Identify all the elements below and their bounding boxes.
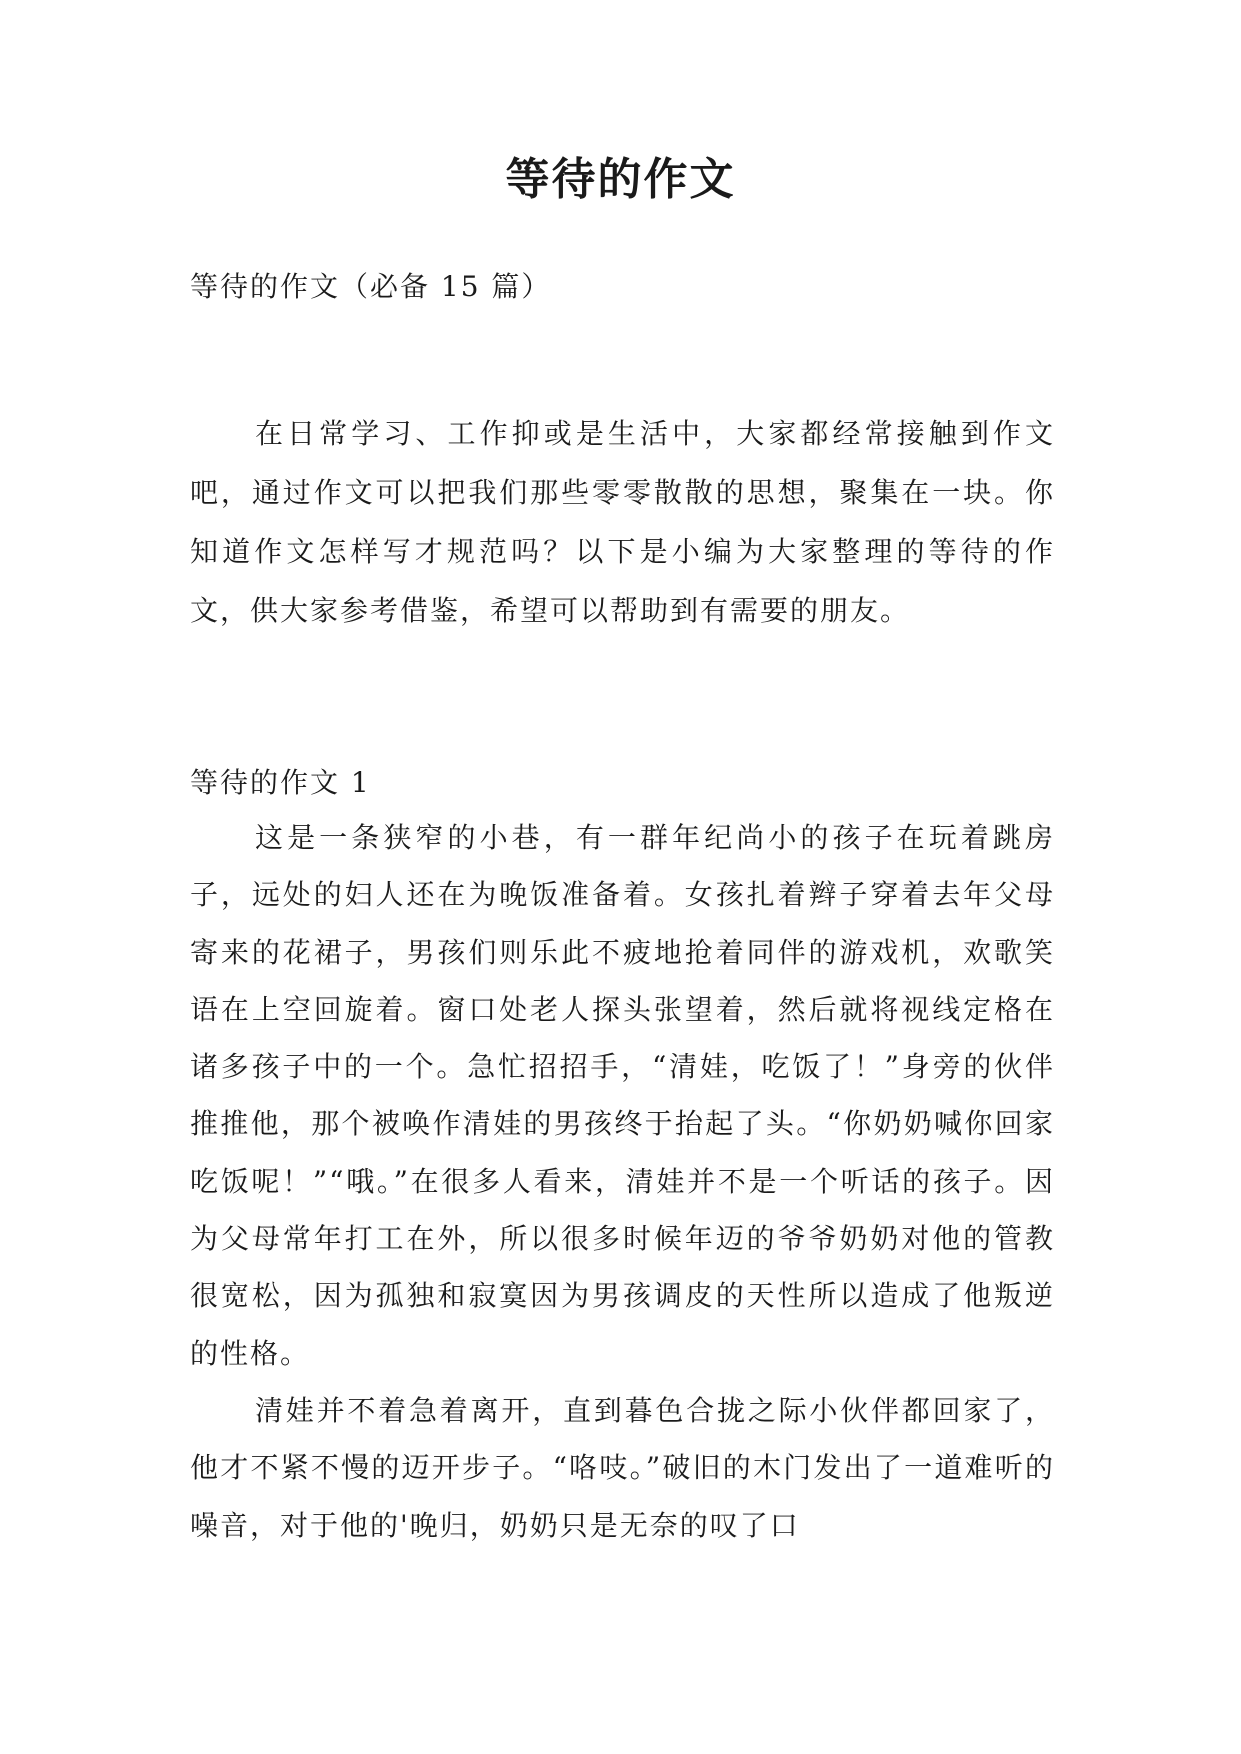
essay-heading: 等待的作文 1 <box>190 766 371 799</box>
essay-paragraph: 清娃并不着急着离开，直到暮色合拢之际小伙伴都回家了，他才不紧不慢的迈开步子。“咯吱。”破旧的木门发出了一道难听的噪音，对于他的'晚归，奶奶只是无奈的叹了口 <box>190 1393 1055 1542</box>
intro-paragraph: 在日常学习、工作抑或是生活中，大家都经常接触到作文吧，通过作文可以把我们那些零零散散的思想，聚集在一块。你知道作文怎样写才规范吗？以下是小编为大家整理的等待的作文，供大家参考借鉴，希望可以帮助到有需要的朋友。 <box>190 417 1055 627</box>
document-subtitle: 等待的作文（必备 15 篇） <box>190 270 552 303</box>
essay-paragraph: 这是一条狭窄的小巷，有一群年纪尚小的孩子在玩着跳房子，远处的妇人还在为晚饭准备着。女孩扎着辫子穿着去年父母寄来的花裙子，男孩们则乐此不疲地抢着同伴的游戏机，欢歌笑语在上空回旋着。窗口处老人探头张望着，然后就将视线定格在诸多孩子中的一个。急忙招招手，“清娃，吃饭了！”身旁的伙伴推推他，那个被唤作清娃的男孩终于抬起了头。“你奶奶喊你回家吃饭呢！”“哦。”在很多人看来，清娃并不是一个听话的孩子。因为父母常年打工在外，所以很多时候年迈的爷爷奶奶对他的管教很宽松，因为孤独和寂寞因为男孩调皮的天性所以造成了他叛逆的性格。 <box>190 821 1055 1370</box>
document-title: 等待的作文 <box>505 154 736 205</box>
essay-body <box>190 809 1055 1554</box>
